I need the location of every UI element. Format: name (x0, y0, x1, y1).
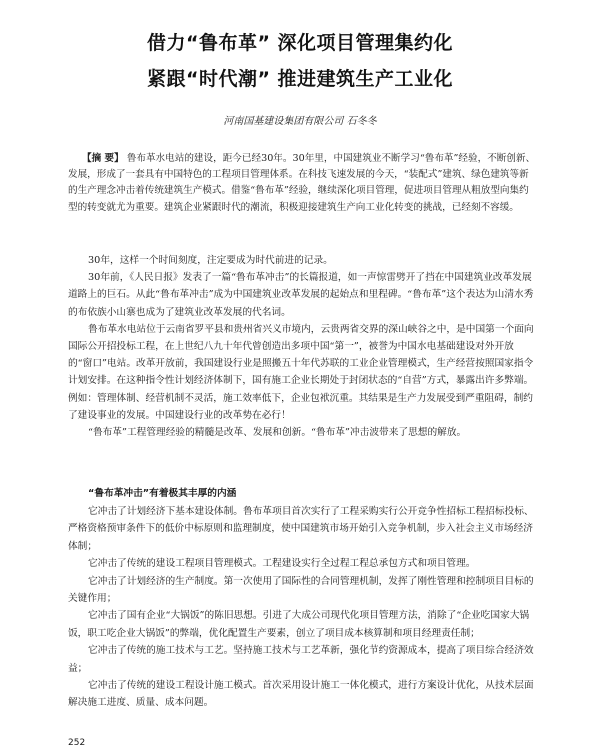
abstract-label: 【摘 要】 (82, 153, 124, 164)
section-body (68, 503, 538, 712)
abstract-text: 鲁布革水电站的建设，距今已经30年。30年里，中国建筑业不断学习“鲁布革”经验，不断创新、发展，形成了一套具有中国特色的工程项目管理体系。在科技飞速发展的今天，“装配式”建筑、绿色建筑等新的生产理念冲击着传统建筑生产模式。借鉴“鲁布革”经验，继续深化项目管理，促进项目管理从粗放型向集约型的转变就尤为重要。建筑企业紧跟时代的潮流，积极迎接建筑生产向工业化转变的挑战，已经刻不容缓。 (68, 153, 536, 213)
section-heading: “鲁布革冲击”有着极其丰厚的内涵 (88, 488, 237, 499)
page-number: 252 (68, 738, 86, 748)
title-line-2: 紧跟“时代潮” 推进建筑生产工业化 (146, 68, 454, 90)
section-paragraph: 它冲击了计划经济的生产制度。第一次使用了国际性的合同管理机制，发挥了刚性管理和控制项目目标的关键作用； (68, 575, 534, 605)
paragraph: 30年，这样一个时间刻度，注定要成为时代前进的记录。 (88, 255, 333, 266)
author-affiliation: 河南国基建设集团有限公司 石冬冬 (223, 116, 377, 127)
section-paragraph: 它冲击了传统的建设工程项目管理模式。工程建设实行全过程工程总承包方式和项目管理。 (88, 558, 476, 570)
section-paragraph: 它冲击了传统的施工技术与工艺。坚持施工技术与工艺革新，强化节约资源成本，提高了项目综合经济效益； (68, 645, 534, 674)
body-text (68, 252, 538, 441)
paragraph: “鲁布革”工程管理经验的精髓是改革、发展和创新。“鲁布革”冲击波带来了思想的解放。 (88, 427, 467, 439)
paragraph: 30年前，《人民日报》发表了一篇“鲁布革冲击”的长篇报道，如一声惊雷劈开了挡在中国建筑业改革发展道路上的巨石。从此“鲁布革冲击”成为中国建筑业改革发展的起始点和里程碑。“鲁布革”这个表达为山清水秀的布依族小山寨也成为了建筑业改革发展的代名词。 (68, 272, 534, 318)
section-paragraph: 它冲击了计划经济下基本建设体制。鲁布革项目首次实行了工程采购实行公开竞争性招标工程招标投标、严格资格预审条件下的低价中标原则和监理制度，使中国建筑市场开始引入竞争机制，步入社会主义市场经济体制； (68, 506, 534, 552)
abstract (68, 151, 538, 216)
paragraph: 鲁布革水电站位于云南省罗平县和贵州省兴义市境内，云贵两省交界的深山峡谷之中，是中国第一个面向国际公开招投标工程，在上世纪八九十年代曾创造出多项中国“第一”，被誉为中国水电基础建设对外开放的“窗口”电站。改革开放前，我国建设行业是照搬五十年代苏联的工业企业管理模式，生产经营按照国家指令计划安排。在这种指令性计划经济体制下，国有施工企业长期处于封闭状态的“自营”方式，暴露出许多弊端。例如：管理体制、经营机制不灵活，施工效率低下，企业包袱沉重。其结果是生产力发展受到严重阻碍，制约了建设事业的发展。中国建设行业的改革势在必行！ (68, 323, 534, 421)
section-paragraph: 它冲击了国有企业“大锅饭”的陈旧思想。引进了大成公司现代化项目管理方法，消除了“企业吃国家大锅饭，职工吃企业大锅饭”的弊端，优化配置生产要素，创立了项目成本核算制和项目经理责任制； (68, 610, 530, 639)
title-line-1: 借力“鲁布革” 深化项目管理集约化 (146, 32, 454, 54)
section-paragraph: 它冲击了传统的建设工程设计施工模式。首次采用设计施工一体化模式，进行方案设计优化，从技术层面解决施工进度、质量、成本问题。 (68, 680, 534, 709)
